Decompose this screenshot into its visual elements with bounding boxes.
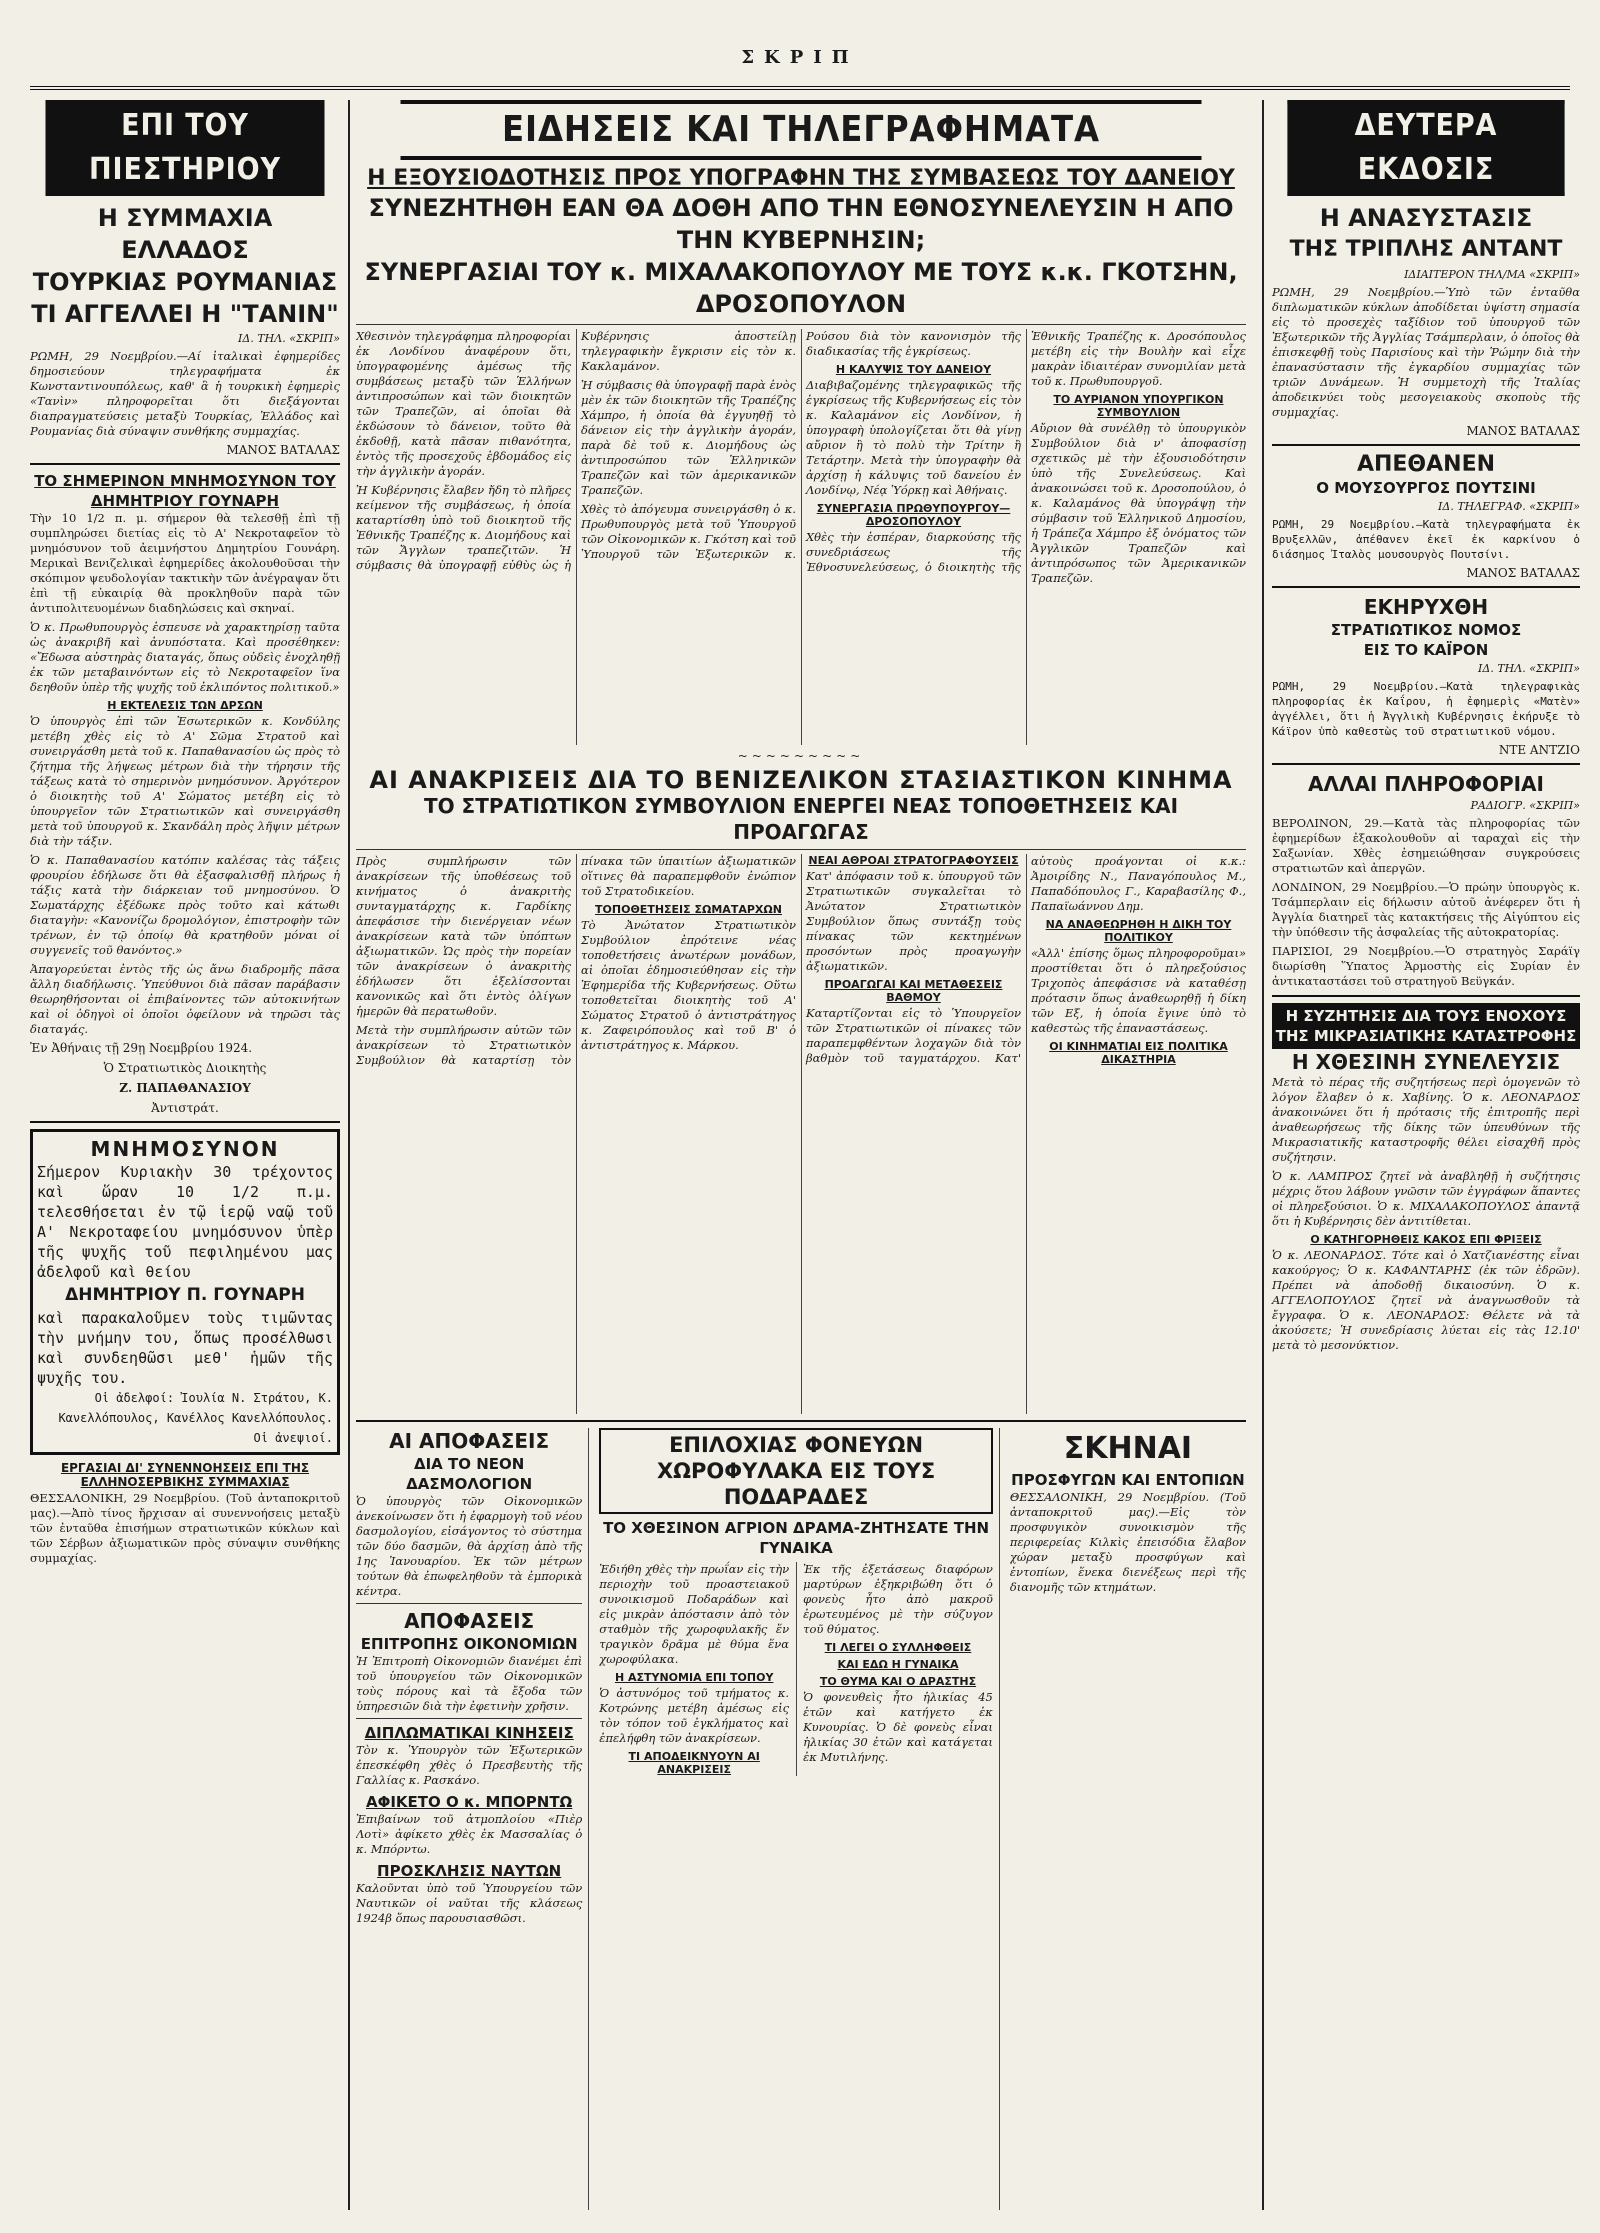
assembly-text-3: Ὁ κ. ΛΕΟΝΑΡΔΟΣ. Τότε καὶ ὁ Χατζιανέστης εἶναι κακούργος; Ὁ κ. ΚΑΦΑΝΤΑΡΗΣ (ἐκ τῶν ἐδρῶν). Πρέπει νὰ ἀποδοθῇ δικαιοσύνη. Ὁ κ. ΑΓΓΕΛΟΠΟΥΛΟΣ ζητεῖ νὰ ἀναγνωσθοῦν τὰ ἔγγραφα. Ὁ κ. ΛΕΟΝΑΡΔΟΣ: Θέλετε νὰ τὰ ἀκούσετε; Ἡ συνεδρίασις λύεται εἰς τὰς 12.10' μετὰ τὸ μεσονύκτιον.: [1272, 1248, 1580, 1352]
murder-sub-1: Η ΑΣΤΥΝΟΜΙΑ ΕΠΙ ΤΟΠΟΥ: [614, 1671, 774, 1684]
murder-sub-2: ΤΙ ΑΠΟΔΕΙΚΝΥΟΥΝ ΑΙ ΑΝΑΚΡΙΣΕΙΣ: [628, 1750, 760, 1776]
right-byline-4: ΡΑΔΙΟΓΡ. «ΣΚΡΙΠ»: [1470, 799, 1580, 812]
death-headline-2: Ο ΜΟΥΣΟΥΡΓΟΣ ΠΟΥΤΣΙΝΙ: [1316, 479, 1536, 497]
right-section-title: ΔΕΥΤΕΡΑ ΕΚΔΟΣΙΣ: [1287, 100, 1564, 196]
decisions2-headline-2: ΕΠΙΤΡΟΠΗΣ ΟΙΚΟΝΟΜΙΩΝ: [360, 1635, 578, 1653]
arrival-text: Ἐπιβαίνων τοῦ ἀτμοπλοίου «Πιὲρ Λοτὶ» ἀφίκετο χθὲς ἐκ Μασσαλίας ὁ κ. Μπόρντω.: [356, 1812, 583, 1856]
assembly-text-1: Μετὰ τὸ πέρας τῆς συζητήσεως περὶ ὁμογενῶν τὸ λόγον ἔλαβεν ὁ κ. Χαβίνης. Ὁ κ. ΛΕΟΝΑΡΔΟΣ ἀνακοινώνει ὅτι ἡ πρότασις τῆς ἐπιτροπῆς περὶ ἀναθεωρήσεως τῆς δίκης τῶν ὑπευθύνων τῆς Μικρασιατικῆς καταστροφῆς θέλει εἰσαχθῆ πρὸς συζήτησιν.: [1272, 1075, 1580, 1164]
law-headline-1: ΕΚΗΡΥΧΘΗ: [1363, 595, 1489, 619]
loan-text-1: Χθεσινὸν τηλεγράφημα πληροφορίαι ἐκ Λονδίνου ἀναφέρουν ὅτι, ὑπογραφομένης ἀμέσως τῆς συμβάσεως μεταξὺ τῶν Ἑλλήνων ἀντιπροσώπων καὶ τῶν διοικητῶν τῶν Τραπεζῶν, αἱ ὁποῖαι θὰ ἐκδώσουν τὸ δάνειον, τοῦτο θὰ ἐκδοθῇ, κατὰ πᾶσαν πιθανότητα, ἐντὸς τῆς προσεχοῦς ἑβδομάδος εἰς τὴν ἀγγλικὴν ἀγοράν.: [356, 329, 571, 478]
decisions-text: Ὁ ὑπουργὸς τῶν Οἰκονομικῶν ἀνεκοίνωσεν ὅτι ἡ ἐφαρμογὴ τοῦ νέου δασμολογίου, εἰσάγοντος τὸ σύστημα τῶν δύο δασμῶν, θὰ ἀρχίσῃ ἀπὸ τῆς 1ης Ἰανουαρίου. Ἐκ τῶν μέτρων τούτων θὰ ἐπωφεληθοῦν τὰ ἐμπορικὰ κέντρα.: [356, 1494, 583, 1598]
right-story-1: ΡΩΜΗ, 29 Νοεμβρίου.—Ὑπὸ τῶν ἐνταῦθα διπλωματικῶν κύκλων ἀποδίδεται ὑψίστη σημασία εἰς τὸ προσεχὲς ταξίδιον τοῦ ὑπουργοῦ τῶν Ἐξωτερικῶν τῆς Ἀγγλίας Τσάμπερλαιν, ὁ ὁποῖος θὰ ἐπισκεφθῇ τοὺς Παρισίους καὶ τὴν Ῥώμην διὰ τὴν ἐπανασύστασιν τῆς ἐγκαρδίου συμμαχίας τῶν τριῶν Δυνάμεων. Ἡ συμμετοχὴ τῆς Ἰταλίας ἀποδεικνύει τοὺς μεσογειακοὺς σκοποὺς τῆς συμμαχίας.: [1272, 285, 1580, 419]
arrival-headline: ΑΦΙΚΕΤΟ Ο κ. ΜΠΟΡΝΤΩ: [365, 1793, 573, 1811]
assembly-headline-1: Η ΣΥΖΗΤΗΣΙΣ ΔΙΑ ΤΟΥΣ ΕΝΟΧΟΥΣ ΤΗΣ ΜΙΚΡΑΣΙΑΤΙΚΗΣ ΚΑΤΑΣΤΡΟΦΗΣ: [1272, 1003, 1580, 1049]
left-story-4: ΘΕΣΣΑΛΟΝΙΚΗ, 29 Νοεμβρίου. (Τοῦ ἀνταποκριτοῦ μας).—Ἀπὸ τίνος ἤρχισαν αἱ συνεννοήσεις μεταξὺ τῶν ἐνταῦθα ἐπισήμων στρατιωτικῶν κύκλων καὶ τῶν Σέρβων ἀξιωματικῶν πρὸς σύναψιν συνθήκης συμμαχίας.: [30, 1491, 340, 1565]
left-sig-3c: Ἀντιστράτ.: [151, 1101, 219, 1115]
right-story-5: ΛΟΝΔΙΝΟΝ, 29 Νοεμβρίου.—Ὁ πρώην ὑπουργὸς κ. Τσάμπερλαιν εἰς δήλωσιν αὐτοῦ ἀνέφερεν ὅτι ἡ Ἀγγλία διατηρεῖ τὰς κατακτήσεις τῆς Αἰγύπτου εἰς τὴν ὑπόθεσιν τῆς ἀσφαλείας τῆς αὐτοκρατορίας.: [1272, 880, 1580, 939]
loan-sub-2: ΣΥΝΕΡΓΑΣΙΑ ΠΡΩΘΥΠΟΥΡΓΟΥ—ΔΡΟΣΟΠΟΥΛΟΥ: [816, 502, 1011, 528]
right-story-3: ΡΩΜΗ, 29 Νοεμβρίου.—Κατὰ τηλεγραφικὰς πληροφορίας ἐκ Καΐρου, ἡ ἐφημερὶς «Ματὲν» ἀγγέλλει, ὅτι ἡ Ἀγγλικὴ Κυβέρνησις ἐκήρυξε τὸ Κάϊρον ὑπὸ καθεστὼς τοῦ στρατιωτικοῦ νόμου.: [1272, 680, 1580, 738]
diplomatic-headline: ΔΙΠΛΩΜΑΤΙΚΑΙ ΚΙΝΗΣΕΙΣ: [364, 1724, 574, 1742]
right-signature-3: ΝΤΕ ΑΝΤΖΙΟ: [1498, 743, 1580, 757]
left-signature-1: ΜΑΝΟΣ ΒΑΤΑΛΑΣ: [226, 443, 340, 457]
invitation-text: Καλοῦνται ὑπὸ τοῦ Ὑπουργείου τῶν Ναυτικῶν οἱ ναῦται τῆς κλάσεως 1924β ὅπως παρουσιασθῶσι.: [356, 1881, 583, 1925]
loan-headline-3: ΣΥΝΕΡΓΑΣΙΑΙ ΤΟΥ κ. ΜΙΧΑΛΑΚΟΠΟΥΛΟΥ ΜΕ ΤΟΥΣ κ.κ. ΓΚΟΤΣΗΝ, ΔΡΟΣΟΠΟΥΛΟΝ: [364, 258, 1238, 318]
ins-sub-3: ΠΡΟΑΓΩΓΑΙ ΚΑΙ ΜΕΤΑΘΕΣΕΙΣ ΒΑΘΜΟΥ: [824, 978, 1003, 1004]
diplomatic-text: Τὸν κ. Ὑπουργὸν τῶν Ἐξωτερικῶν ἐπεσκέφθη χθὲς ὁ Πρεσβευτὴς τῆς Γαλλίας κ. Ρασκάνο.: [356, 1743, 583, 1787]
decisions-headline-1: ΑΙ ΑΠΟΦΑΣΕΙΣ: [389, 1429, 550, 1453]
left-headline-3: ΤΙ ΑΓΓΕΛΛΕΙ Η "ΤΑΝΙΝ": [31, 300, 339, 328]
right-column: [1262, 100, 1580, 2210]
ins-text-2: Μετὰ τὴν συμπλήρωσιν αὐτῶν τῶν ἀνακρίσεων τὸ Στρατιωτικὸν Συμβούλιον θὰ καταρτίσῃ τὸν πίνακα τῶν ὑπαιτίων ἀξιωματικῶν οἵτινες θὰ παραπεμφθοῦν ἐνώπιον τοῦ Στρατοδικείου.: [356, 854, 796, 1067]
left-head-4: ΕΡΓΑΣΙΑΙ ΔΙ' ΣΥΝΕΝΝΟΗΣΕΙΣ ΕΠΙ ΤΗΣ ΕΛΛΗΝΟΣΕΡΒΙΚΗΣ ΣΥΜΜΑΧΙΑΣ: [60, 1461, 310, 1489]
ins-sub-5: ΟΙ ΚΙΝΗΜΑΤΙΑΙ ΕΙΣ ΠΟΛΙΤΙΚΑ ΔΙΚΑΣΤΗΡΙΑ: [1049, 1040, 1228, 1066]
insurgent-article: [356, 854, 1246, 1414]
masthead-title: ΣΚΡΙΠ: [741, 47, 859, 68]
left-story-2b: Ὁ κ. Πρωθυπουργὸς ἐσπευσε νὰ χαρακτηρίσῃ ταῦτα ὡς ἀνακριβῆ καὶ ἀνυπόστατα. Καὶ προσέθηκεν: «Ἔδωσα αὐστηρὰς διαταγάς, ὅπως οὐδεὶς ἐνοχληθῇ ἐκ τῶν μεταβαινόντων εἰς τὸ Νεκροταφεῖον ἵνα δεηθοῦν ὑπὲρ τῆς ψυχῆς τοῦ ἐκλιπόντος πολιτικοῦ.»: [30, 620, 340, 694]
loan-headline-2: ΣΥΝΕΖΗΤΗΘΗ ΕΑΝ ΘΑ ΔΟΘΗ ΑΠΟ ΤΗΝ ΕΘΝΟΣΥΝΕΛΕΥΣΙΝ Η ΑΠΟ ΤΗΝ ΚΥΒΕΡΝΗΣΙΝ;: [368, 194, 1234, 254]
invitation-headline: ΠΡΟΣΚΛΗΣΙΣ ΝΑΥΤΩΝ: [377, 1862, 562, 1880]
loan-text-6: Χθὲς τὴν ἑσπέραν, διαρκούσης τῆς συνεδριάσεως τῆς Ἐθνοσυνελεύσεως, ὁ διοικητὴς τῆς Ἐθνικῆς Τραπέζης κ. Δροσόπουλος μετέβη εἰς τὴν Βουλὴν καὶ εἶχε μακρὰν ἰδιαιτέραν συνομιλίαν μετὰ τοῦ κ. Πρωθυπουργοῦ.: [806, 329, 1246, 574]
masthead: [30, 30, 1570, 90]
decisions2-text: Ἡ Ἐπιτροπὴ Οἰκονομιῶν διανέμει ἐπὶ τοῦ ὑπουργείου τῶν Οἰκονομικῶν τοὺς πόρους καὶ τὰ ἔξοδα τῶν ὑπηρεσιῶν διὰ τὴν ἐφετινὴν χρῆσιν.: [356, 1654, 583, 1713]
murder-sub-3: ΤΙ ΛΕΓΕΙ Ο ΣΥΛΛΗΦΘΕΙΣ: [824, 1641, 972, 1654]
right-byline-1: ΙΔΙΑΙΤΕΡΟΝ ΤΗΛ/ΜΑ «ΣΚΡΙΠ»: [1404, 268, 1580, 281]
center-section-title: ΕΙΔΗΣΕΙΣ ΚΑΙ ΤΗΛΕΓΡΑΦΗΜΑΤΑ: [401, 100, 1202, 160]
ins-text-4: Κατ' ἀπόφασιν τοῦ κ. ὑπουργοῦ τῶν Στρατιωτικῶν συγκαλεῖται τὸ Ἀνώτατον Στρατιωτικὸν Συμβούλιον ὅπως συντάξῃ τοὺς πίνακας τῶν κεκτημένων προσόντων πρὸς προαγωγὴν ἀξιωματικῶν.: [806, 869, 1021, 973]
left-story-3c: Ἀπαγορεύεται ἐντὸς τῆς ὡς ἄνω διαδρομῆς πᾶσα ἄλλη διαδήλωσις. Ὑπεύθυνοι διὰ πᾶσαν παράβασιν θεωρηθήσονται οἱ ἐπιβαίνοντες τῶν αὐτοκινήτων καὶ οἱ ὁδηγοὶ οἱ ὁποῖοι ὀφείλουν νὰ τηρῶσι τὰς διαταγάς.: [30, 962, 340, 1036]
scenes-column: [1010, 1428, 1246, 2210]
ins-text-6: «Ἀλλ' ἐπίσης ὅμως πληροφοροῦμαι» προστίθεται ὅτι ὁ πληρεξούσιος Τριχοπὸς ἀπεφάσισε νὰ καταθέσῃ πρότασιν ὅπως ἀναθεωρηθῇ ἡ δίκη τῶν Εξ, ἡ ὁποία ἔγινε ὑπὸ τὸ καθεστὼς τῆς ἐπαναστάσεως.: [1031, 946, 1246, 1035]
memorial-text: Σήμερον Κυριακὴν 30 τρέχοντος καὶ ὥραν 10 1/2 π.μ. τελεσθήσεται ἐν τῷ ἱερῷ ναῷ τοῦ Α' Νεκροταφείου μνημόσυνον ὑπὲρ τῆς ψυχῆς τοῦ πεφιλημένου μας ἀδελφοῦ καὶ θείου: [37, 1163, 333, 1281]
insurgent-headline-1: ΑΙ ΑΝΑΚΡΙΣΕΙΣ ΔΙΑ ΤΟ ΒΕΝΙΖΕΛΙΚΟΝ ΣΤΑΣΙΑΣΤΙΚΟΝ ΚΙΝΗΜΑ: [369, 766, 1233, 794]
left-column: [30, 100, 350, 2210]
left-headline-2: ΤΟΥΡΚΙΑΣ ΡΟΥΜΑΝΙΑΣ: [32, 268, 338, 296]
murder-article: [599, 1562, 993, 1776]
right-story-4: ΒΕΡΟΛΙΝΟΝ, 29.—Κατὰ τὰς πληροφορίας τῶν ἐφημερίδων ἐξακολουθοῦν αἱ ταραχαὶ εἰς τὴν Σαξωνίαν. Χθὲς ἐσημειώθησαν συγκρούσεις στρατιωτῶν καὶ ἀπεργῶν.: [1272, 816, 1580, 875]
left-sig-3a: Ὁ Στρατιωτικὸς Διοικητὴς: [103, 1061, 267, 1075]
murder-headline-2: ΤΟ ΧΘΕΣΙΝΟΝ ΑΓΡΙΟΝ ΔΡΑΜΑ-ΖΗΤΗΣΑΤΕ ΤΗΝ ΓΥΝΑΙΚΑ: [603, 1519, 990, 1557]
scenes-headline-2: ΠΡΟΣΦΥΓΩΝ ΚΑΙ ΕΝΤΟΠΙΩΝ: [1011, 1471, 1245, 1489]
loan-text-7: Αὔριον θὰ συνέλθῃ τὸ ὑπουργικὸν Συμβούλιον διὰ ν' ἀποφασίσῃ σχετικῶς μὲ τὴν ἐξουσιοδότησιν ὑπὸ τῆς Συνελεύσεως. Καὶ ἀνακοινώσει τοῦ κ. Δροσοπούλου, ὁ κ. Καλαμάνος θὰ ὑπογράψῃ τὴν σύμβασιν τοῦ Ἑλληνικοῦ Δημοσίου, ἡ Τράπεζα Χάμπρο ἐξ ὀνόματος τῶν Ἀγγλικῶν Τραπεζῶν καὶ ἀντιπρόσωπος τῶν Ἀμερικανικῶν Τραπεζῶν.: [1031, 421, 1246, 585]
memorial-title: ΜΝΗΜΟΣΥΝΟΝ: [90, 1137, 280, 1161]
loan-headline-1: Η ΕΞΟΥΣΙΟΔΟΤΗΣΙΣ ΠΡΟΣ ΥΠΟΓΡΑΦΗΝ ΤΗΣ ΣΥΜΒΑΣΕΩΣ ΤΟΥ ΔΑΝΕΙΟΥ: [367, 166, 1235, 191]
memorial-signature: Οἱ ἀδελφοί: Ἰουλία Ν. Στράτου, Κ. Κανελλόπουλος, Κανέλλος Κανελλόπουλος. Οἱ ἀνεψιοί.: [58, 1391, 333, 1445]
right-byline-3: ΙΔ. ΤΗΛ. «ΣΚΡΙΠ»: [1478, 662, 1580, 675]
left-story-3b: Ὁ κ. Παπαθανασίου κατόπιν καλέσας τὰς τάξεις φρουρίου ἐδήλωσε ὅτι θὰ ἐξασφαλισθῇ πλήρως ἡ τάξις κατὰ τὴν διάρκειαν τοῦ μνημοσύνου. Ὁ Σωματάρχης ἐξέδωκε πρὸς τοῦτο καὶ κάτωθι διαταγὴν: «Κανονίζω δρομολόγιον, ἐπιστροφὴν τῶν τρένων, ἐν τῷ ὁποίῳ θὰ κρατηθοῦν μόναι οἱ συγγενεῖς τοῦ θανόντος.»: [30, 853, 340, 957]
ins-sub-4: ΝΑ ΑΝΑΘΕΩΡΗΘΗ Η ΔΙΚΗ ΤΟΥ ΠΟΛΙΤΙΚΟΥ: [1045, 918, 1232, 944]
left-sig-3b: Ζ. ΠΑΠΑΘΑΝΑΣΙΟΥ: [119, 1081, 251, 1095]
loan-text-5: Διαβιβαζομένης τηλεγραφικῶς τῆς ἐγκρίσεως τῆς Κυβερνήσεως εἰς τὸν κ. Καλαμάνον εἰς Λονδίνον, ἡ ὑπογραφὴ ὑπολογίζεται ὅτι θὰ γίνῃ αὔριον ἢ τὸ πολὺ τὴν Τρίτην ἢ Τετάρτην. Μετὰ τὴν ὑπογραφὴν θὰ ἀρχίσῃ ἡ κάλυψις τοῦ δανείου ἐν Λονδίνῳ, Νέᾳ Ὑόρκῃ καὶ Ἀθήναις.: [806, 378, 1021, 497]
murder-sub-5: ΤΟ ΘΥΜΑ ΚΑΙ Ο ΔΡΑΣΤΗΣ: [819, 1675, 977, 1688]
right-story-2: ΡΩΜΗ, 29 Νοεμβρίου.—Κατὰ τηλεγραφήματα ἐκ Βρυξελλῶν, ἀπέθανεν ἐκεῖ ἐκ καρκίνου ὁ διάσημος Ἰταλὸς μουσουργὸς Πουτσίνι.: [1272, 518, 1580, 561]
center-column: ΕΙΔΗΣΕΙΣ ΚΑΙ ΤΗΛΕΓΡΑΦΗΜΑΤΑ Η ΕΞΟΥΣΙΟΔΟΤΗΣΙΣ ΠΡΟΣ ΥΠΟΓΡΑΦΗΝ ΤΗΣ ΣΥΜΒΑΣΕΩΣ ΤΟΥ ΔΑΝΕΙΟΥ ΣΥΝΕΖΗΤΗΘΗ ΕΑΝ ΘΑ ΔΟΘΗ ΑΠΟ ΤΗΝ ΕΘΝΟΣΥΝΕΛΕΥΣΙΝ Η ΑΠΟ ΤΗΝ ΚΥΒΕΡΝΗΣΙΝ; ΣΥΝΕΡΓΑΣΙΑΙ ΤΟΥ κ. ΜΙΧΑΛΑΚΟΠΟΥΛΟΥ ΜΕ ΤΟΥΣ κ.κ. ΓΚΟΤΣΗΝ, ΔΡΟΣΟΠΟΥΛΟΝ Χθεσινὸν τηλεγράφημα πληροφορίαι ἐκ Λονδίνου ἀναφέρουν ὅτι, ὑπογραφομένης ἀμέσως τῆς συμβάσεως μεταξὺ τῶν Ἑλλήνων ἀντιπροσώπων καὶ τῶν διοικητῶν τῶν Τραπεζῶν, αἱ ὁποῖαι θὰ ἐκδώσουν τὸ δάνειον, τοῦτο θὰ ἐκδοθῇ, κατὰ πᾶσαν πιθανότητα, ἐντὸς τῆς προσεχοῦς ἑβδομάδος εἰς τὴν ἀγγλικὴν ἀγοράν. Ἡ Κυβέρνησις ἔλαβεν ἤδη τὸ πλῆρες κείμενον τῆς συμβάσεως, ἡ ὁποία καταρτίσθη ὑπὸ τοῦ διοικητοῦ τῆς Ἐθνικῆς Τραπέζης κ. Διομήδους καὶ τῶν Ἄγγλων τραπεζιτῶν. Ἡ σύμβασις θὰ ὑπογραφῇ εὐθὺς ὡς ἡ Κυβέρνησις ἀποστείλῃ τηλεγραφικὴν ἔγκρισιν εἰς τὸν κ. Κακλαμάνον. Ἡ σύμβασις θὰ ὑπογραφῇ παρὰ ἑνὸς μὲν ἐκ τῶν διοικητῶν τῆς Τραπέζης Χάμπρο, ἡ ὁποία θὰ ἐγγυηθῇ τὸ δάνειον εἰς τὴν ἀγγλικὴν ἀγοράν, παρὰ δὲ τοῦ κ. Διομήδους ὡς ἀντιπροσώπου τῶν Ἑλληνικῶν Τραπεζῶν καὶ τῶν ἀμερικανικῶν Τραπεζῶν. Χθὲς τὸ ἀπόγευμα συνειργάσθη ὁ κ. Πρωθυπουργὸς μετὰ τοῦ Ὑπουργοῦ τῶν Οἰκονομικῶν κ. Γκότση καὶ τοῦ Ὑπουργοῦ τῶν Ἐξωτερικῶν κ. Ρούσου διὰ τὸν κανονισμὸν τῆς διαδικασίας τῆς ἐγκρίσεως. Η ΚΑΛΥΨΙΣ ΤΟΥ ΔΑΝΕΙΟΥ Διαβιβαζομένης τηλεγραφικῶς τῆς ἐγκρίσεως τῆς Κυβερνήσεως εἰς τὸν κ. Καλαμάνον εἰς Λονδίνον, ἡ ὑπογραφὴ ὑπολογίζεται ὅτι θὰ γίνῃ αὔριον ἢ τὸ πολὺ τὴν Τρίτην ἢ Τετάρτην. Μετὰ τὴν ὑπογραφὴν θὰ ἀρχίσῃ ἡ κάλυψις τοῦ δανείου ἐν Λονδίνῳ, Νέᾳ Ὑόρκῃ καὶ Ἀθήναις. ΣΥΝΕΡΓΑΣΙΑ ΠΡΩΘΥΠΟΥΡΓΟΥ—ΔΡΟΣΟΠΟΥΛΟΥ Χθὲς τὴν ἑσπέραν, διαρκούσης τῆς συνεδριάσεως τῆς Ἐθνοσυνελεύσεως, ὁ διοικητὴς τῆς Ἐθνικῆς Τραπέζης κ. Δροσόπουλος μετέβη εἰς τὴν Βουλὴν καὶ εἶχε μακρὰν ἰδιαιτέραν συνομιλίαν μετὰ τοῦ κ. Πρωθυπουργοῦ. ΤΟ ΑΥΡΙΑΝΟΝ ΥΠΟΥΡΓΙΚΟΝ ΣΥΜΒΟΥΛΙΟΝ Αὔριον θὰ συνέλθῃ τὸ ὑπουργικὸν Συμβούλιον διὰ ν' ἀποφασίσῃ σχετικῶς μὲ τὴν ἐξουσιοδότησιν ὑπὸ τῆς Συνελεύσεως. Καὶ ἀνακοινώσει τοῦ κ. Δροσοπούλου, ὁ κ. Καλαμάνος θὰ ὑπογράψῃ τὴν σύμβασιν τοῦ Ἑλληνικοῦ Δημοσίου, ἡ Τράπεζα Χάμπρο ἐξ ὀνόματος τῶν Ἀγγλικῶν Τραπεζῶν καὶ ἀντιπρόσωπος τῶν Ἀμερικανικῶν Τραπεζῶν. ~~~~~~~~~ ΑΙ ΑΝΑΚΡΙΣΕΙΣ ΔΙΑ ΤΟ ΒΕΝΙΖΕΛΙΚΟΝ ΣΤΑΣΙΑΣΤΙΚΟΝ ΚΙΝΗΜΑ ΤΟ ΣΤΡΑΤΙΩΤΙΚΟΝ ΣΥΜΒΟΥΛΙΟΝ ΕΝΕΡΓΕΙ ΝΕΑΣ ΤΟΠΟΘΕΤΗΣΕΙΣ ΚΑΙ ΠΡΟΑΓΩΓΑΣ Πρὸς συμπλήρωσιν τῶν ἀνακρίσεων τῆς ὑποθέσεως τοῦ κινήματος ὁ ἀνακριτὴς συνταγματάρχης κ. Γαρδίκης ἀπεφάσισε τὴν διενέργειαν νέων ἀνακρίσεων κατὰ τῶν ὑπόπτων ἀξιωματικῶν. Ὡς πρὸς τὴν πορείαν τῶν ἀνακρίσεων ὁ ἀνακριτὴς ἐδήλωσεν ὅτι ἐξελίσσονται κανονικῶς καὶ ὅτι ἐντὸς ὀλίγων ἡμερῶν θὰ περατωθοῦν. Μετὰ τὴν συμπλήρωσιν αὐτῶν τῶν ἀνακρίσεων τὸ Στρατιωτικὸν Συμβούλιον θὰ καταρτίσῃ τὸν πίνακα τῶν ὑπαιτίων ἀξιωματικῶν οἵτινες θὰ παραπεμφθοῦν ἐνώπιον τοῦ Στρατοδικείου. ΤΟΠΟΘΕΤΗΣΕΙΣ ΣΩΜΑΤΑΡΧΩΝ Τὸ Ἀνώτατον Στρατιωτικὸν Συμβούλιον ἐπρότεινε νέας τοποθετήσεις ἀνωτέρων μονάδων, αἱ ὁποῖαι ἐδημοσιεύθησαν εἰς τὴν Ἐφημερίδα τῆς Κυβερνήσεως. Οὕτω τοποθετεῖται διοικητὴς τοῦ Α' Σώματος Στρατοῦ ὁ ἀντιστράτηγος κ. Ζαφειρόπουλος καὶ τοῦ Β' ὁ ἀντιστράτηγος κ. Μάρκου. ΝΕΑΙ ΑΘΡΟΑΙ ΣΤΡΑΤΟΓΡΑΦΟΥΣΕΙΣ Κατ' ἀπόφασιν τοῦ κ. ὑπουργοῦ τῶν Στρατιωτικῶν συγκαλεῖται τὸ Ἀνώτατον Στρατιωτικὸν Συμβούλιον ὅπως συντάξῃ τοὺς πίνακας τῶν κεκτημένων προσόντων πρὸς προαγωγὴν ἀξιωματικῶν. ΠΡΟΑΓΩΓΑΙ ΚΑΙ ΜΕΤΑΘΕΣΕΙΣ ΒΑΘΜΟΥ Καταρτίζονται εἰς τὸ Ὑπουργεῖον τῶν Στρατιωτικῶν οἱ πίνακες τῶν παραπεμφθέντων λοχαγῶν διὰ τὸν βαθμὸν τοῦ ταγματάρχου. Κατ' αὐτοὺς προάγονται οἱ κ.κ.: Ἀμοιρίδης Ν., Παναγόπουλος Μ., Παπαδόπουλος Γ., Καραβασίλης Φ., Παπαϊωάννου Δημ. ΝΑ ΑΝΑΘΕΩΡΗΘΗ Η ΔΙΚΗ ΤΟΥ ΠΟΛΙΤΙΚΟΥ «Ἀλλ' ἐπίσης ὅμως πληροφοροῦμαι» προστίθεται ὅτι ὁ πληρεξούσιος Τριχοπὸς ἀπεφάσισε νὰ καταθέσῃ πρότασιν ὅπως ἀναθεωρηθῇ ἡ δίκη τῶν Εξ, ἡ ὁποία ἔγινε ὑπὸ τὸ καθεστὼς τῆς ἐπαναστάσεως. ΟΙ ΚΙΝΗΜΑΤΙΑΙ ΕΙΣ ΠΟΛΙΤΙΚΑ ΔΙΚΑΣΤΗΡΙΑ ΑΙ ΑΠΟΦΑΣΕΙΣ ΔΙΑ ΤΟ ΝΕΟΝ ΔΑΣΜΟΛΟΓΙΟΝ Ὁ ὑπουργὸς τῶν Οἰκονομικῶν ἀνεκοίνωσεν ὅτι ἡ ἐφαρμογὴ τοῦ νέου δασμολογίου, εἰσάγοντος τὸ σύστημα τῶν δύο δασμῶν, θὰ ἀρχίσῃ ἀπὸ τῆς 1ης Ἰανουαρίου. Ἐκ τῶν μέτρων τούτων θὰ ἐπωφεληθοῦν τὰ ἐμπορικὰ κέντρα. ΑΠΟΦΑΣΕΙΣ ΕΠΙΤΡΟΠΗΣ ΟΙΚΟΝΟΜΙΩΝ Ἡ Ἐπιτροπὴ Οἰκονομιῶν διανέμει ἐπὶ τοῦ ὑπουργείου τῶν Οἰκονομικῶν τοὺς πόρους καὶ τὰ ἔξοδα τῶν ὑπηρεσιῶν διὰ τὴν ἐφετινὴν χρῆσιν. ΔΙΠΛΩΜΑΤΙΚΑΙ ΚΙΝΗΣΕΙΣ Τὸν κ. Ὑπουργὸν τῶν Ἐξωτερικῶν ἐπεσκέφθη χθὲς ὁ Πρεσβευτὴς τῆς Γαλλίας κ. Ρασκάνο. ΑΦΙΚΕΤΟ Ο κ. ΜΠΟΡΝΤΩ Ἐπιβαίνων τοῦ ἀτμοπλοίου «Πιὲρ Λοτὶ» ἀφίκετο χθὲς ἐκ Μασσαλίας ὁ κ. Μπόρντω. ΠΡΟΣΚΛΗΣΙΣ ΝΑΥΤΩΝ Καλοῦνται ὑπὸ τοῦ Ὑπουργείου τῶν Ναυτικῶν οἱ ναῦται τῆς κλάσεως 1924β ὅπως παρουσιασθῶσι. ΕΠΙΛΟΧΙΑΣ ΦΟΝΕΥΩΝ ΧΩΡΟΦΥΛΑΚΑ ΕΙΣ ΤΟΥΣ ΠΟΔΑΡΑΔΕΣ ΤΟ ΧΘΕΣΙΝΟΝ ΑΓΡΙΟΝ ΔΡΑΜΑ-ΖΗΤΗΣΑΤΕ ΤΗΝ ΓΥΝΑΙΚΑ Ἐδιήθη χθὲς τὴν πρωΐαν εἰς τὴν περιοχὴν τοῦ προαστειακοῦ συνοικισμοῦ Ποδαράδων καὶ εἰς μικρὰν ἀπόστασιν ἀπὸ τὸν σταθμὸν τῆς χωροφυλακῆς ἕν τραγικὸν δρᾶμα μὲ θύμα ἕνα χωροφύλακα. Η ΑΣΤΥΝΟΜΙΑ ΕΠΙ ΤΟΠΟΥ Ὁ ἀστυνόμος τοῦ τμήματος κ. Κοτρώνης μετέβη ἀμέσως εἰς τὸν τόπον τοῦ ἐγκλήματος καὶ ἐπελήφθη τῶν ἀνακρίσεων. ΤΙ ΑΠΟΔΕΙΚΝΥΟΥΝ ΑΙ ΑΝΑΚΡΙΣΕΙΣ Ἐκ τῆς ἐξετάσεως διαφόρων μαρτύρων ἐξηκριβώθη ὅτι ὁ φονεὺς ἦτο ἀπὸ μακροῦ ἐρωτευμένος μὲ τὴν σύζυγον τοῦ θύματος. ΤΙ ΛΕΓΕΙ Ο ΣΥΛΛΗΦΘΕΙΣ ΚΑΙ ΕΔΩ Η ΓΥΝΑΙΚΑ ΤΟ ΘΥΜΑ ΚΑΙ Ο ΔΡΑΣΤΗΣ Ὁ φονευθεὶς ἦτο ἡλικίας 45 ἐτῶν καὶ κατήγετο ἐκ Κυνουρίας. Ὁ δὲ φονεὺς εἶναι ἡλικίας 30 ἐτῶν καὶ κατάγεται ἐκ Μυτιλήνης. ΣΚΗΝΑΙ ΠΡΟΣΦΥΓΩΝ ΚΑΙ ΕΝΤΟΠΙΩΝ ΘΕΣΣΑΛΟΝΙΚΗ, 29 Νοεμβρίου. (Τοῦ ἀνταποκριτοῦ μας).—Εἰς τὸν προσφυγικὸν συνοικισμὸν τῆς περιφερείας Κιλκὶς ἐπεισόδια ἔλαβον χώραν μεταξὺ προσφύγων καὶ ἐντοπίων, ἕνεκα διενέξεως περὶ τῆς διανομῆς τῶν κτημάτων.: [356, 100, 1246, 2210]
scenes-text: ΘΕΣΣΑΛΟΝΙΚΗ, 29 Νοεμβρίου. (Τοῦ ἀνταποκριτοῦ μας).—Εἰς τὸν προσφυγικὸν συνοικισμὸν τῆς περιφερείας Κιλκὶς ἐπεισόδια ἔλαβον χώραν μεταξὺ προσφύγων καὶ ἐντοπίων, ἕνεκα διενέξεως περὶ τῆς διανομῆς τῶν κτημάτων.: [1009, 1490, 1246, 1594]
ins-text-3: Τὸ Ἀνώτατον Στρατιωτικὸν Συμβούλιον ἐπρότεινε νέας τοποθετήσεις ἀνωτέρων μονάδων, αἱ ὁποῖαι ἐδημοσιεύθησαν εἰς τὴν Ἐφημερίδα τῆς Κυβερνήσεως. Οὕτω τοποθετεῖται διοικητὴς τοῦ Α' Σώματος Στρατοῦ ὁ ἀντιστράτηγος κ. Ζαφειρόπουλος καὶ τοῦ Β' ὁ ἀντιστράτηγος κ. Μάρκου.: [581, 918, 796, 1052]
loan-sub-1: Η ΚΑΛΥΨΙΣ ΤΟΥ ΔΑΝΕΙΟΥ: [835, 363, 992, 376]
newspaper-page: [30, 30, 1580, 2210]
law-headline-3: ΕΙΣ ΤΟ ΚΑΪΡΟΝ: [1363, 641, 1489, 659]
left-story-2: Τὴν 10 1/2 π. μ. σήμερον θὰ τελεσθῇ ἐπὶ τῇ συμπληρώσει διετίας εἰς τὸ Α' Νεκροταφεῖον τὸ μνημόσυνον τοῦ ἀειμνήστου Δημητρίου Γουνάρη. Μερικαὶ Βενιζελικαὶ ἐφημερίδες ἀκολουθοῦσαι τὴν σκόπιμον ψευδολογίαν τακτικὴν τῶν ἀνέγραψαν ὅτι ἐπὶ τῇ εὐκαιρίᾳ θὰ προκληθοῦν παρὰ τῶν ἀντιπολιτευομένων διαδηλώσεις καὶ σκηναί.: [30, 511, 340, 615]
decisions2-headline-1: ΑΠΟΦΑΣΕΙΣ: [404, 1609, 535, 1633]
left-head-3: Η ΕΚΤΕΛΕΣΙΣ ΤΩΝ ΔΡΣΩΝ: [107, 699, 263, 712]
right-byline-2: ΙΔ. ΤΗΛΕΓΡΑΦ. «ΣΚΡΙΠ»: [1438, 500, 1580, 513]
ins-sub-1: ΤΟΠΟΘΕΤΗΣΕΙΣ ΣΩΜΑΤΑΡΧΩΝ: [595, 903, 782, 916]
right-story-6: ΠΑΡΙΣΙΟΙ, 29 Νοεμβρίου.—Ὁ στρατηγὸς Σαράϊγ διωρίσθη Ὕπατος Ἁρμοστὴς εἰς Συρίαν ἐν ἀντικαταστάσει τοῦ στρατηγοῦ Βεϋγκάν.: [1272, 944, 1580, 988]
assembly-headline-2: Η ΧΘΕΣΙΝΗ ΣΥΝΕΛΕΥΣΙΣ: [1291, 1050, 1561, 1074]
left-story-3: Ὁ ὑπουργὸς ἐπὶ τῶν Ἐσωτερικῶν κ. Κονδύλης μετέβη χθὲς εἰς τὸ Α' Σῶμα Στρατοῦ καὶ συνειργάσθη μετὰ τοῦ κ. Παπαθανασίου ὡς πρὸς τὸ ζήτημα τῆς λήψεως μέτρων διὰ τὴν τήρησιν τῆς τάξεως κατὰ τὸ σημερινὸν μνημόσυνον. Ἀργότερον ὁ διοικητὴς τοῦ Α' Σώματος μετέβη εἰς τὸ ὑπουργεῖον τῶν Στρατιωτικῶν καὶ συνειργάσθη μετὰ τοῦ ὑπουργοῦ κ. Σκανδάλη πρὸς λῆψιν μέτρων διὰ τὴν τάξιν.: [30, 714, 340, 848]
scenes-headline-1: ΣΚΗΝΑΙ: [1063, 1431, 1193, 1466]
memorial-name: ΔΗΜΗΤΡΙΟΥ Π. ΓΟΥΝΑΡΗ: [65, 1285, 305, 1305]
insurgent-headline-2: ΤΟ ΣΤΡΑΤΙΩΤΙΚΟΝ ΣΥΜΒΟΥΛΙΟΝ ΕΝΕΡΓΕΙ ΝΕΑΣ ΤΟΠΟΘΕΤΗΣΕΙΣ ΚΑΙ ΠΡΟΑΓΩΓΑΣ: [423, 794, 1179, 844]
memorial-text-2: καὶ παρακαλοῦμεν τοὺς τιμῶντας τὴν μνήμην του, ὅπως προσέλθωσι καὶ συνδεηθῶσι μεθ' ἡμῶν τῆς ψυχῆς του.: [37, 1309, 333, 1387]
assembly-text-2: Ὁ κ. ΛΑΜΠΡΟΣ ζητεῖ νὰ ἀναβληθῇ ἡ συζήτησις μέχρις ὅτου λάβουν γνῶσιν τῶν ἐγγράφων ἅπαντες οἱ πληρεξούσιοι. Ὁ κ. ΜΙΧΑΛΑΚΟΠΟΥΛΟΣ ἀπαντᾷ ὅτι ἡ Κυβέρνησις δὲν ἀντιτίθεται.: [1272, 1169, 1580, 1228]
murder-text-2: Ὁ ἀστυνόμος τοῦ τμήματος κ. Κοτρώνης μετέβη ἀμέσως εἰς τὸν τόπον τοῦ ἐγκλήματος καὶ ἐπελήφθη τῶν ἀνακρίσεων.: [599, 1686, 790, 1745]
murder-text-4: Ὁ φονευθεὶς ἦτο ἡλικίας 45 ἐτῶν καὶ κατήγετο ἐκ Κυνουρίας. Ὁ δὲ φονεὺς εἶναι ἡλικίας 30 ἐτῶν καὶ κατάγεται ἐκ Μυτιλήνης.: [803, 1690, 993, 1764]
left-headline-1: Η ΣΥΜΜΑΧΙΑ ΕΛΛΑΔΟΣ: [97, 204, 273, 264]
murder-sub-4: ΚΑΙ ΕΔΩ Η ΓΥΝΑΙΚΑ: [837, 1658, 959, 1671]
right-signature-1: ΜΑΝΟΣ ΒΑΤΑΛΑΣ: [1466, 424, 1580, 438]
ins-sub-2: ΝΕΑΙ ΑΘΡΟΑΙ ΣΤΡΑΤΟΓΡΑΦΟΥΣΕΙΣ: [808, 854, 1019, 867]
loan-text-4: Χθὲς τὸ ἀπόγευμα συνειργάσθη ὁ κ. Πρωθυπουργὸς μετὰ τοῦ Ὑπουργοῦ τῶν Οἰκονομικῶν κ. Γκότση καὶ τοῦ Ὑπουργοῦ τῶν Ἐξωτερικῶν κ. Ρούσου διὰ τὸν κανονισμὸν τῆς διαδικασίας τῆς ἐγκρίσεως.: [581, 329, 1021, 561]
left-head-2: ΤΟ ΣΗΜΕΡΙΝΟΝ ΜΝΗΜΟΣΥΝΟΝ ΤΟΥ ΔΗΜΗΤΡΙΟΥ ΓΟΥΝΑΡΗ: [34, 472, 336, 510]
loan-text-3: Ἡ σύμβασις θὰ ὑπογραφῇ παρὰ ἑνὸς μὲν ἐκ τῶν διοικητῶν τῆς Τραπέζης Χάμπρο, ἡ ὁποία θὰ ἐγγυηθῇ τὸ δάνειον εἰς τὴν ἀγγλικὴν ἀγοράν, παρὰ δὲ τοῦ κ. Διομήδους ὡς ἀντιπροσώπου τῶν Ἑλληνικῶν Τραπεζῶν καὶ τῶν ἀμερικανικῶν Τραπεζῶν.: [581, 378, 796, 497]
decisions-column: [356, 1428, 589, 2210]
loan-text-2: Ἡ Κυβέρνησις ἔλαβεν ἤδη τὸ πλῆρες κείμενον τῆς συμβάσεως, ἡ ὁποία καταρτίσθη ὑπὸ τοῦ διοικητοῦ τῆς Ἐθνικῆς Τραπέζης κ. Διομήδους καὶ τῶν Ἄγγλων τραπεζιτῶν. Ἡ σύμβασις θὰ ὑπογραφῇ εὐθὺς ὡς ἡ Κυβέρνησις ἀποστείλῃ τηλεγραφικὴν ἔγκρισιν εἰς τὸν κ. Κακλαμάνον.: [356, 329, 796, 572]
memorial-notice: [30, 1129, 340, 1455]
left-byline: ΙΔ. ΤΗΛ. «ΣΚΡΙΠ»: [238, 332, 340, 345]
left-story-1: ΡΩΜΗ, 29 Νοεμβρίου.—Αί ἰταλικαὶ ἐφημερίδες δημοσιεύουν τηλεγραφήματα ἐκ Κωνσταντινουπόλεως, καθ' ἃ ἡ τουρκικὴ ἐφημερὶς «Τανὶν» πληροφορεῖται ὅτι διεξάγονται διαπραγματεύσεις μεταξὺ Τουρκίας, Ἑλλάδος καὶ Ρουμανίας διὰ σύναψιν συνθήκης συμμαχίας.: [30, 349, 340, 438]
misc-headline: ΑΛΛΑΙ ΠΛΗΡΟΦΟΡΙΑΙ: [1308, 772, 1544, 796]
ins-text-1: Πρὸς συμπλήρωσιν τῶν ἀνακρίσεων τῆς ὑποθέσεως τοῦ κινήματος ὁ ἀνακριτὴς συνταγματάρχης κ. Γαρδίκης ἀπεφάσισε τὴν διενέργειαν νέων ἀνακρίσεων κατὰ τῶν ὑπόπτων ἀξιωματικῶν. Ὡς πρὸς τὴν πορείαν τῶν ἀνακρίσεων ὁ ἀνακριτὴς ἐδήλωσεν ὅτι ἐξελίσσονται κανονικῶς καὶ ὅτι ἐντὸς ὀλίγων ἡμερῶν θὰ περατωθοῦν.: [356, 854, 571, 1018]
left-dateline-3: Ἐν Ἀθήναις τῇ 29ῃ Νοεμβρίου 1924.: [30, 1041, 253, 1055]
assembly-sub: Ο ΚΑΤΗΓΟΡΗΘΕΙΣ ΚΑΚΟΣ ΕΠΙ ΦΡΙΞΕΙΣ: [1310, 1233, 1542, 1246]
law-headline-2: ΣΤΡΑΤΙΩΤΙΚΟΣ ΝΟΜΟΣ: [1330, 621, 1522, 639]
murder-headline-1: ΕΠΙΛΟΧΙΑΣ ΦΟΝΕΥΩΝ ΧΩΡΟΦΥΛΑΚΑ ΕΙΣ ΤΟΥΣ ΠΟΔΑΡΑΔΕΣ: [599, 1428, 993, 1514]
decisions-headline-2: ΔΙΑ ΤΟ ΝΕΟΝ ΔΑΣΜΟΛΟΓΙΟΝ: [406, 1455, 533, 1493]
murder-column: [599, 1428, 1000, 2210]
murder-text-1: Ἐδιήθη χθὲς τὴν πρωΐαν εἰς τὴν περιοχὴν τοῦ προαστειακοῦ συνοικισμοῦ Ποδαράδων καὶ εἰς μικρὰν ἀπόστασιν ἀπὸ τὸν σταθμὸν τῆς χωροφυλακῆς ἕν τραγικὸν δρᾶμα μὲ θύμα ἕνα χωροφύλακα.: [599, 1562, 790, 1666]
loan-article: [356, 329, 1246, 745]
right-signature-2: ΜΑΝΟΣ ΒΑΤΑΛΑΣ: [1466, 566, 1580, 580]
ins-text-5: Καταρτίζονται εἰς τὸ Ὑπουργεῖον τῶν Στρατιωτικῶν οἱ πίνακες τῶν παραπεμφθέντων λοχαγῶν διὰ τὸν βαθμὸν τοῦ ταγματάρχου. Κατ' αὐτοὺς προάγονται οἱ κ.κ.: Ἀμοιρίδης Ν., Παναγόπουλος Μ., Παπαδόπουλος Γ., Καραβασίλης Φ., Παπαϊωάννου Δημ.: [806, 854, 1246, 1065]
murder-text-3: Ἐκ τῆς ἐξετάσεως διαφόρων μαρτύρων ἐξηκριβώθη ὅτι ὁ φονεὺς ἦτο ἀπὸ μακροῦ ἐρωτευμένος μὲ τὴν σύζυγον τοῦ θύματος.: [803, 1562, 993, 1636]
lower-center: [356, 1428, 1246, 2210]
left-section-title: ΕΠΙ ΤΟΥ ΠΙΕΣΤΗΡΙΟΥ: [46, 100, 325, 196]
loan-sub-3: ΤΟ ΑΥΡΙΑΝΟΝ ΥΠΟΥΡΓΙΚΟΝ ΣΥΜΒΟΥΛΙΟΝ: [1053, 393, 1224, 419]
right-headline-1: Η ΑΝΑΣΥΣΤΑΣΙΣ: [1319, 204, 1533, 232]
right-headline-2: ΤΗΣ ΤΡΙΠΛΗΣ ΑΝΤΑΝΤ: [1289, 237, 1563, 262]
death-headline-1: ΑΠΕΘΑΝΕΝ: [1356, 452, 1496, 477]
